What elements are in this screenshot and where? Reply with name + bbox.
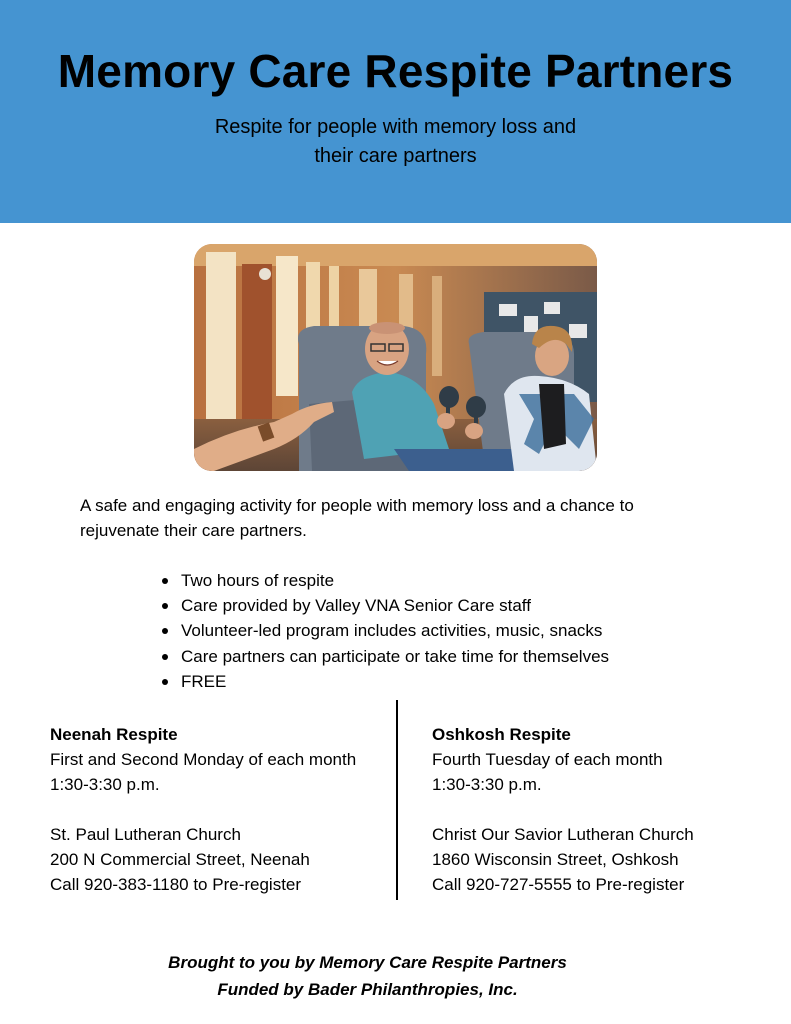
page-subtitle — [0, 113, 791, 171]
column-divider — [396, 700, 398, 900]
intro-line-2: rejuvenate their care partners. — [80, 521, 307, 540]
oshkosh-schedule: Fourth Tuesday of each month — [432, 750, 663, 769]
list-item: Care provided by Valley VNA Senior Care staff — [162, 593, 722, 618]
neenah-phone: Call 920-383-1180 to Pre-register — [50, 875, 302, 894]
photo-of-seniors-playing-maracas — [194, 244, 597, 471]
footer-credits — [0, 949, 735, 1003]
neenah-venue: St. Paul Lutheran Church — [50, 825, 241, 844]
program-photo — [194, 244, 597, 471]
list-item: Volunteer-led program includes activities, music, snacks — [162, 618, 722, 643]
oshkosh-title: Oshkosh Respite — [432, 725, 571, 744]
list-item: Two hours of respite — [162, 568, 722, 593]
subtitle-line-2: their care partners — [314, 145, 477, 167]
neenah-time: 1:30-3:30 p.m. — [50, 775, 160, 794]
neenah-schedule: First and Second Monday of each month — [50, 750, 357, 769]
neenah-title: Neenah Respite — [50, 725, 178, 744]
page-title: Memory Care Respite Partners — [57, 45, 734, 97]
intro-line-1: A safe and engaging activity for people with memory loss and a chance to — [80, 496, 634, 515]
oshkosh-phone: Call 920-727-5555 to Pre-register — [432, 875, 685, 894]
footer-line-1: Brought to you by Memory Care Respite Partners — [168, 953, 567, 972]
footer-line-2: Funded by Bader Philanthropies, Inc. — [217, 980, 518, 999]
subtitle-line-1: Respite for people with memory loss and — [214, 116, 577, 138]
benefits-list — [162, 568, 722, 694]
neenah-location — [50, 722, 390, 897]
oshkosh-address: 1860 Wisconsin Street, Oshkosh — [432, 850, 679, 869]
oshkosh-venue: Christ Our Savior Lutheran Church — [432, 825, 694, 844]
list-item: Care partners can participate or take time for themselves — [162, 644, 722, 669]
oshkosh-time: 1:30-3:30 p.m. — [432, 775, 542, 794]
header-banner — [0, 0, 791, 223]
intro-paragraph — [80, 493, 720, 543]
oshkosh-location — [432, 722, 772, 897]
list-item: FREE — [162, 669, 722, 694]
neenah-address: 200 N Commercial Street, Neenah — [50, 850, 310, 869]
